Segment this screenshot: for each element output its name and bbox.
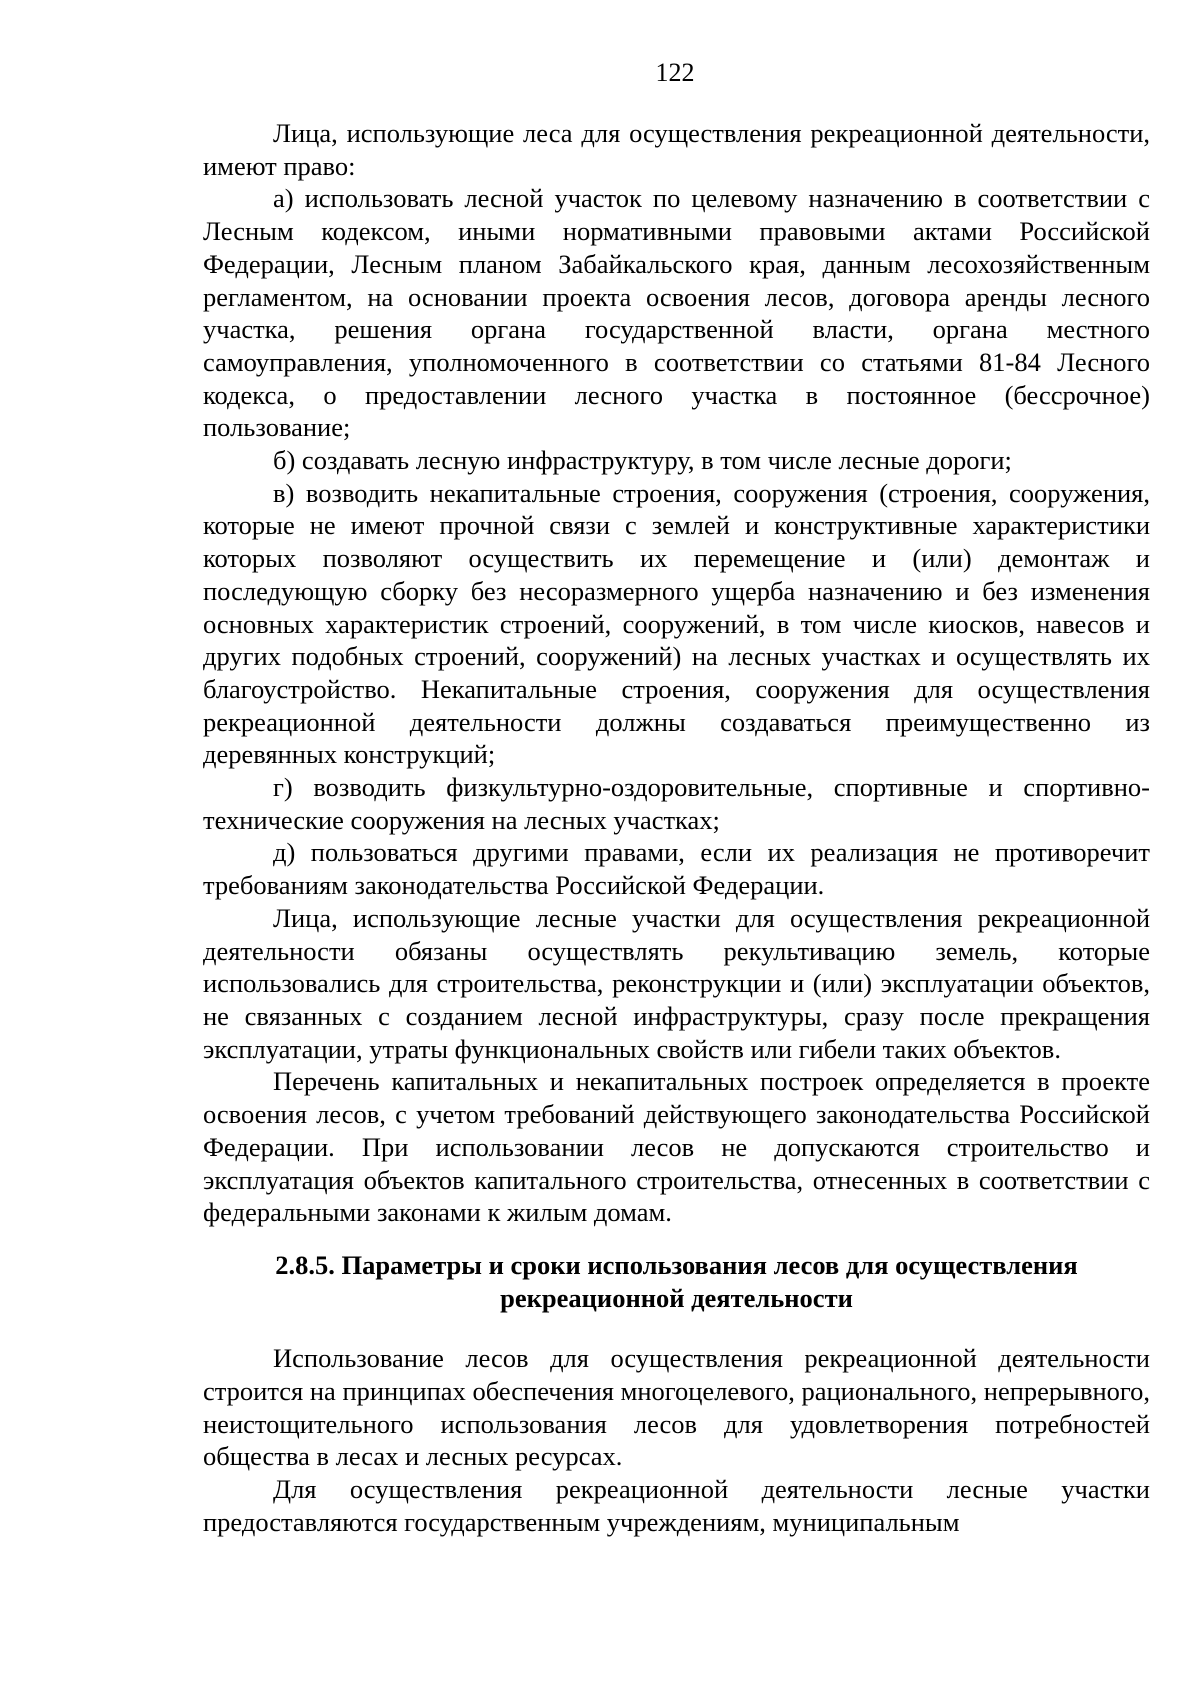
paragraph-right-b: б) создавать лесную инфраструктуру, в том числе лесные дороги; [273, 445, 1012, 476]
page-number: 122 [655, 58, 695, 87]
section-heading-line-2: рекреационной деятельности [500, 1282, 853, 1313]
paragraph-right-d: д) пользоваться другими правами, если их реализация не противоречит требованиям законодательства Российской Федерации. [203, 837, 1150, 901]
document-body [203, 117, 1150, 1539]
paragraph-provision: Для осуществления рекреационной деятельности лесные участки предоставляются государственным учреждениям, муниципальным [203, 1474, 1150, 1537]
paragraph-right-a: а) использовать лесной участок по целевому назначению в соответствии с Лесным кодексом, иными нормативными правовыми актами Российской Федерации, Лесным планом Забайкальского края, данным лесохозяйственным регламентом, на основании проекта освоения лесов, договора аренды лесного участка, решения органа государственной власти, органа местного самоуправления, уполномоченного в соответствии со статьями 81-84 Лесного кодекса, о предоставлении лесного участка в постоянное (бессрочное) пользование; [203, 183, 1150, 443]
paragraph-right-g: г) возводить физкультурно-оздоровительные, спортивные и спортивно-технические сооружения на лесных участках; [203, 772, 1150, 835]
paragraph-buildings-list: Перечень капитальных и некапитальных построек определяется в проекте освоения лесов, с учетом требований действующего законодательства Российской Федерации. При использовании лесов не допускаются строительство и эксплуатация объектов капитального строительства, отнесенных в соответствии с федеральными законами к жилым домам. [203, 1066, 1150, 1228]
paragraph-right-v: в) возводить некапитальные строения, сооружения (строения, сооружения, которые не имеют прочной связи с землей и конструктивные характеристики которых позволяют осуществить их перемещение и (или) демонтаж и последующую сборку без несоразмерного ущерба назначению и без изменения основных характеристик строений, сооружений, в том числе киосков, навесов и других подобных строений, сооружений) на лесных участках и осуществлять их благоустройство. Некапитальные строения, сооружения для осуществления рекреационной деятельности должны создаваться преимущественно из деревянных конструкций; [203, 477, 1150, 770]
section-heading-line-1: 2.8.5. Параметры и сроки использования лесов для осуществления [275, 1249, 1078, 1280]
paragraph-principles: Использование лесов для осуществления рекреационной деятельности строится на принципах обеспечения многоцелевого, рационального, непрерывного, неистощительного использования лесов для удовлетворения потребностей общества в лесах и лесных ресурсах. [203, 1343, 1150, 1472]
paragraph-rights-intro: Лица, использующие леса для осуществления рекреационной деятельности, имеют право: [203, 118, 1150, 181]
section-heading [203, 1249, 1150, 1314]
paragraph-obligations: Лица, использующие лесные участки для осуществления рекреационной деятельности обязаны осуществлять рекультивацию земель, которые использовались для строительства, реконструкции и (или) эксплуатации объектов, не связанных с созданием лесной инфраструктуры, сразу после прекращения эксплуатации, утраты функциональных свойств или гибели таких объектов. [203, 902, 1150, 1064]
